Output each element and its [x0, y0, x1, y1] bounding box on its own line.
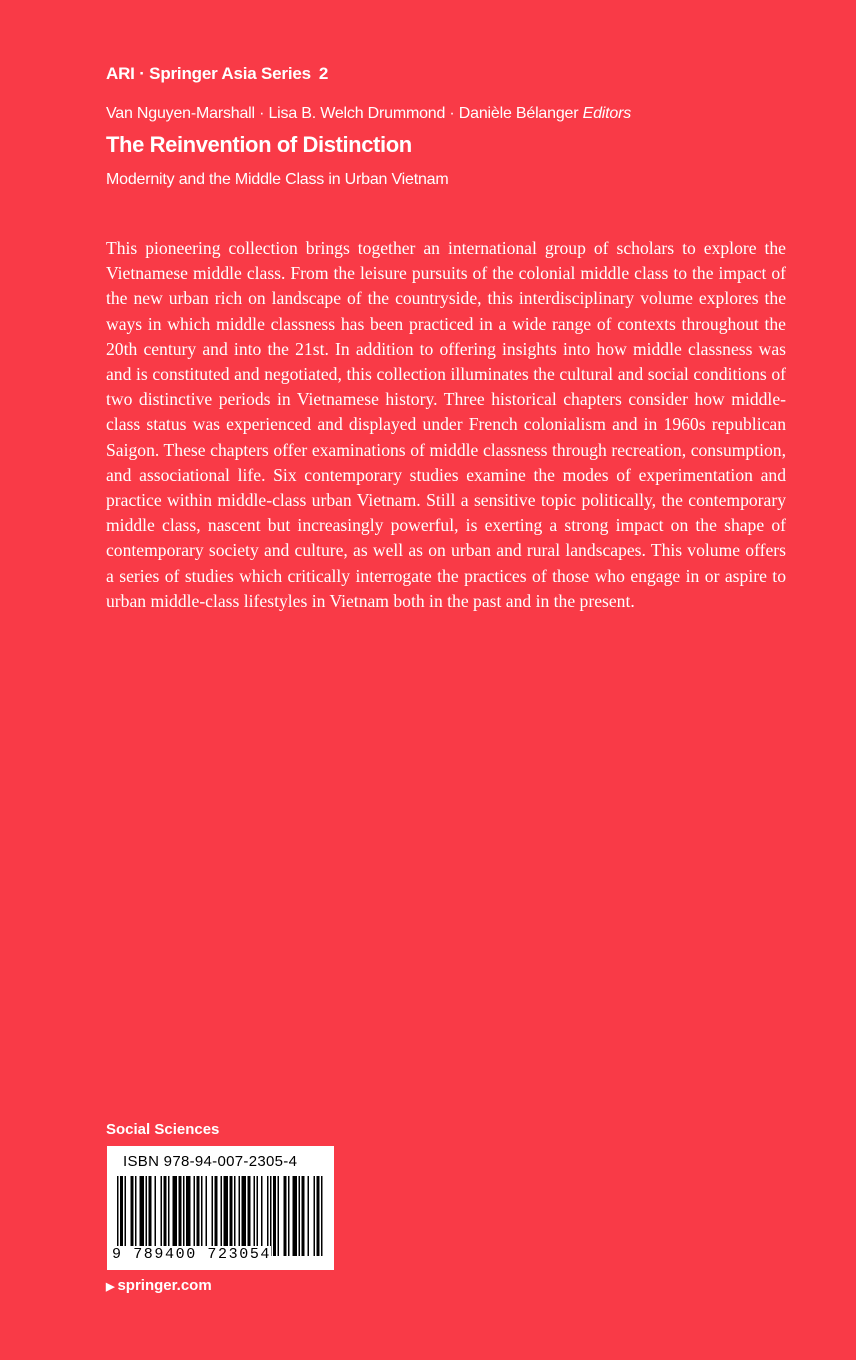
blurb-text: This pioneering collection brings together an international group of scholars to explore the Vietnamese middle class. From the leisure pursuits of the colonial middle class to the impact of the new urban rich on landscape of the countryside, this interdisciplinary volume explores the ways in which middle classness has been practiced in a wide range of contexts throughout the 20th century and into the 21st. In addition to offering insights into how middle classness was and is constituted and negotiated, this collection illuminates the cultural and social conditions of two distinctive periods in Vietnamese history. Three historical chapters consider how middle-class status was experienced and displayed under French colonialism and in 1960s republican Saigon. These chapters offer examinations of middle classness through recreation, consumption, and associational life. Six contemporary studies examine the modes of experimentation and practice within middle-class urban Vietnam. Still a sensitive topic politically, the contemporary middle class, nascent but increasingly powerful, is exerting a strong impact on the shape of contemporary society and culture, as well as on urban and rural landscapes. This volume offers a series of studies which critically interrogate the practices of those who engage in or aspire to urban middle-class lifestyles in Vietnam both in the past and in the present. [106, 238, 786, 611]
editors-line [106, 105, 631, 123]
isbn-barcode-block [107, 1146, 334, 1270]
series-name: ARI · Springer Asia Series [106, 64, 311, 83]
book-subtitle: Modernity and the Middle Class in Urban Vietnam [106, 171, 449, 188]
springer-link[interactable] [106, 1277, 212, 1294]
isbn-label: ISBN 978-94-007-2305-4 [123, 1153, 298, 1170]
series-line [106, 64, 328, 84]
subject-category: Social Sciences [106, 1121, 220, 1138]
editor-names: Van Nguyen-Marshall · Lisa B. Welch Drummond · Danièle Bélanger [106, 105, 579, 122]
triangle-right-icon: ▶ [106, 1281, 115, 1293]
website-text: springer.com [117, 1277, 212, 1294]
editors-role: Editors [582, 105, 632, 122]
book-title: The Reinvention of Distinction [106, 132, 412, 157]
series-number: 2 [318, 64, 329, 83]
barcode-digits: 9 789400 723054 [112, 1246, 272, 1263]
